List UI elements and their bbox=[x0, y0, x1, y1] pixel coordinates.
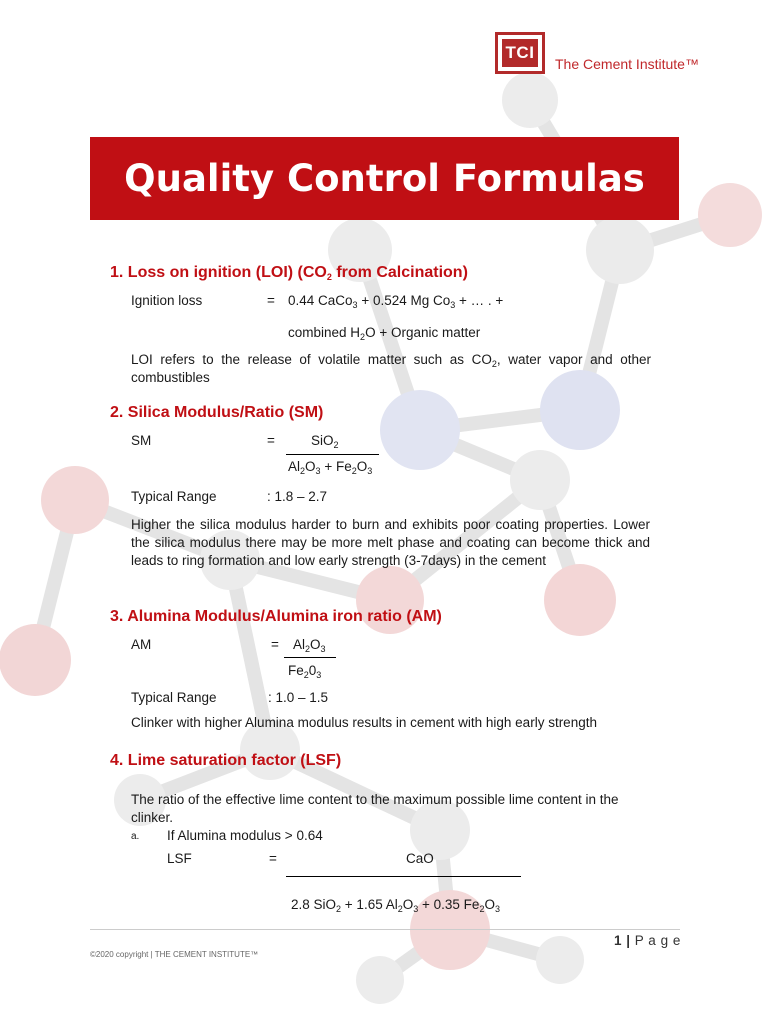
am-range-label: Typical Range bbox=[131, 690, 217, 705]
am-range-value: : 1.0 – 1.5 bbox=[268, 690, 329, 705]
lsf-numerator: CaO bbox=[406, 851, 434, 866]
fraction-bar bbox=[284, 657, 336, 658]
sm-denominator: $Al_2O_3 + Fe_2O_3$ bbox=[288, 459, 373, 476]
section-4-heading: 4. Lime saturation factor (LSF) bbox=[110, 752, 342, 769]
sm-numerator: SiO$_2$ bbox=[311, 433, 339, 450]
am-numerator: $Al_2O_3$ bbox=[293, 637, 326, 654]
equals-sign: = bbox=[271, 637, 279, 652]
lsf-description: The ratio of the effective lime content to the maximum possible lime content in the clinker. bbox=[131, 792, 619, 825]
page-title: Quality Control Formulas bbox=[124, 157, 645, 200]
equals-sign: = bbox=[269, 851, 277, 866]
fraction-bar bbox=[286, 876, 521, 877]
sm-label: SM bbox=[131, 433, 152, 448]
ignition-loss-formula-line-1: 0.44 CaCo$_3$ + 0.524 Mg $Co_3$ + … . + bbox=[288, 293, 504, 310]
section-3-heading: 3. Alumina Modulus/Alumina iron ratio (AM) bbox=[110, 608, 442, 625]
section-1-heading: 1. Loss on ignition (LOI) ($CO_2$ from Calcination) bbox=[110, 264, 468, 282]
fraction-bar bbox=[286, 454, 379, 455]
lsf-label: LSF bbox=[167, 851, 192, 866]
tci-logo-text: TCI bbox=[502, 39, 538, 67]
lsf-denominator: 2.8 SiO$_2$ + 1.65 $Al_2O_3 + 0.35$ $Fe_2O_3$ bbox=[291, 897, 500, 914]
lsf-condition: If Alumina modulus > 0.64 bbox=[167, 828, 323, 843]
brand-name: The Cement Institute™ bbox=[555, 56, 699, 72]
ignition-loss-label: Ignition loss bbox=[131, 293, 203, 308]
loi-description: LOI refers to the release of volatile matter such as $CO_2$, water vapor and other combustibles bbox=[131, 352, 651, 385]
am-description: Clinker with higher Alumina modulus results in cement with high early strength bbox=[131, 715, 597, 730]
page-number: 1 | P a g e bbox=[614, 933, 681, 948]
tci-logo bbox=[495, 32, 545, 74]
ignition-loss-formula-line-2: combined $H_2O$ + Organic matter bbox=[288, 325, 481, 342]
title-banner bbox=[90, 137, 679, 220]
sm-range-value: : 1.8 – 2.7 bbox=[267, 489, 328, 504]
list-marker: a. bbox=[131, 831, 140, 842]
am-label: AM bbox=[131, 637, 152, 652]
section-2-heading: 2. Silica Modulus/Ratio (SM) bbox=[110, 404, 324, 421]
sm-range-label: Typical Range bbox=[131, 489, 217, 504]
equals-sign: = bbox=[267, 433, 275, 448]
equals-sign: = bbox=[267, 293, 275, 308]
copyright-notice: ©2020 copyright | THE CEMENT INSTITUTE™ bbox=[90, 950, 259, 959]
am-denominator: $Fe_20_3$ bbox=[288, 663, 322, 680]
footer-divider bbox=[90, 929, 680, 930]
sm-description: Higher the silica modulus harder to burn and exhibits poor coating properties. Lower the silica modulus there may be more melt phase and coating can become thick and leads to ring formation and low early strength (3-7days) in the cement bbox=[131, 517, 650, 568]
